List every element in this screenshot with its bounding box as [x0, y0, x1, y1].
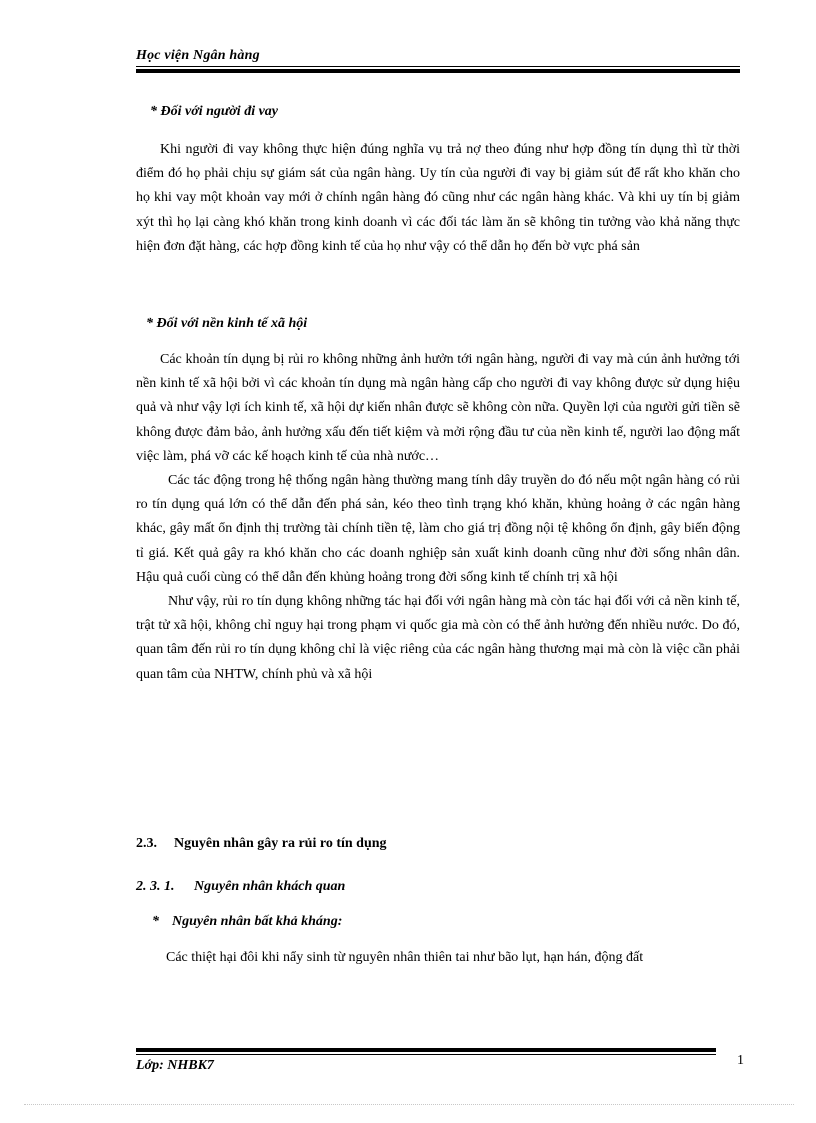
footer-rule-thick: [136, 1048, 716, 1052]
force-majeure-title: Nguyên nhân bất khả kháng:: [172, 914, 343, 929]
paragraph-force-majeure: Các thiệt hại đôi khi nẩy sinh từ nguyên nhân thiên tai như bão lụt, hạn hán, động đất: [166, 950, 644, 965]
paragraph-economy-3: Như vậy, rủi ro tín dụng không những tác hại đối với ngân hàng mà còn tác hại đối với cả nền kinh tế, trật tử xã hội, không chỉ nguy hại trong phạm vi quốc gia mà còn có thể ảnh hưởng đến nhiều nước. Do đó, quan tâm đến rủi ro tín dụng không chỉ là việc riêng của các ngân hàng thương mại mà còn là việc cần phải quan tâm của NHTW, chính phủ và xã hội: [136, 594, 740, 682]
heading-force-majeure: [152, 914, 342, 930]
heading-economy: * Đối với nền kinh tế xã hội: [146, 316, 308, 331]
heading-2-3-1-number: 2. 3. 1.: [136, 879, 175, 894]
heading-2-3-1: [136, 879, 345, 895]
header-title: Học viện Ngân hàng: [136, 48, 260, 63]
heading-2-3-title: Nguyên nhân gây ra rủi ro tín dụng: [174, 836, 387, 851]
page-edge-dotted-line: [24, 1104, 794, 1105]
paragraph-economy-2: Các tác động trong hệ thống ngân hàng thường mang tính dây truyền do đó nếu một ngân hàng có rủi ro tín dụng quá lớn có thể dẫn đến phá sản, kéo theo tình trạng khó khăn, khủng hoảng ở các ngân hàng khác, gây mất ổn định thị trường tài chính tiền tệ, làm cho giá trị đồng nội tệ không ổn định, gây biến động tỉ giá. Kết quả gây ra khó khăn cho các doanh nghiệp sản xuất kinh doanh cũng như đời sống nhân dân. Hậu quả cuối cùng có thể dẫn đến khủng hoảng trong đời sống kinh tế chính trị xã hội: [136, 473, 740, 585]
heading-2-3-1-title: Nguyên nhân khách quan: [194, 879, 346, 894]
borrower-text: [136, 138, 740, 259]
header-rule-thick: [136, 69, 740, 73]
paragraph-economy-1: Các khoản tín dụng bị rủi ro không những ảnh hưởn tới ngân hàng, người đi vay mà cún ảnh hưởng tới nền kinh tế xã hội bởi vì các khoản tín dụng mà ngân hàng cấp cho người đi vay không được sử dụng hiệu quả và như vậy lợi ích kinh tế, xã hội dự kiến nhân được sẽ không còn nữa. Quyền lợi của người gửi tiền sẽ không được đảm bảo, ảnh hưởng xấu đến tiết kiệm và mởi rộng đầu tư của nền kinh tế, người lao động mất việc làm, phá vỡ các kế hoạch kinh tế của nhà nước…: [136, 352, 740, 464]
header-rule-thin: [136, 66, 740, 67]
footer-rule-thin: [136, 1054, 716, 1055]
page-number: 1: [737, 1053, 744, 1068]
heading-2-3: [136, 836, 387, 852]
heading-borrower: * Đối với người đi vay: [150, 104, 279, 119]
footer-class-label: Lớp: NHBK7: [136, 1058, 214, 1073]
force-majeure-bullet: *: [152, 914, 159, 929]
force-majeure-text: [136, 946, 740, 970]
paragraph-borrower: Khi người đi vay không thực hiện đúng nghĩa vụ trả nợ theo đúng như hợp đồng tín dụng thì từ thời điểm đó họ phải chịu sự giám sát của ngân hàng. Uy tín của người đi vay bị giảm sút để rất kho khăn cho họ khi vay một khoản vay mới ở chính ngân hàng đó cũng như các ngân hàng khác. Và khi uy tín bị giảm xýt thì họ lại càng khó khăn trong kinh doanh vì các đối tác làm ăn sẽ không tin tưởng vào khả năng thực hiện đơn đặt hàng, các hợp đồng kinh tế của họ như vậy có thể dẫn họ đến bờ vực phá sản: [136, 142, 740, 254]
heading-2-3-number: 2.3.: [136, 836, 157, 851]
economy-text: [136, 348, 740, 687]
